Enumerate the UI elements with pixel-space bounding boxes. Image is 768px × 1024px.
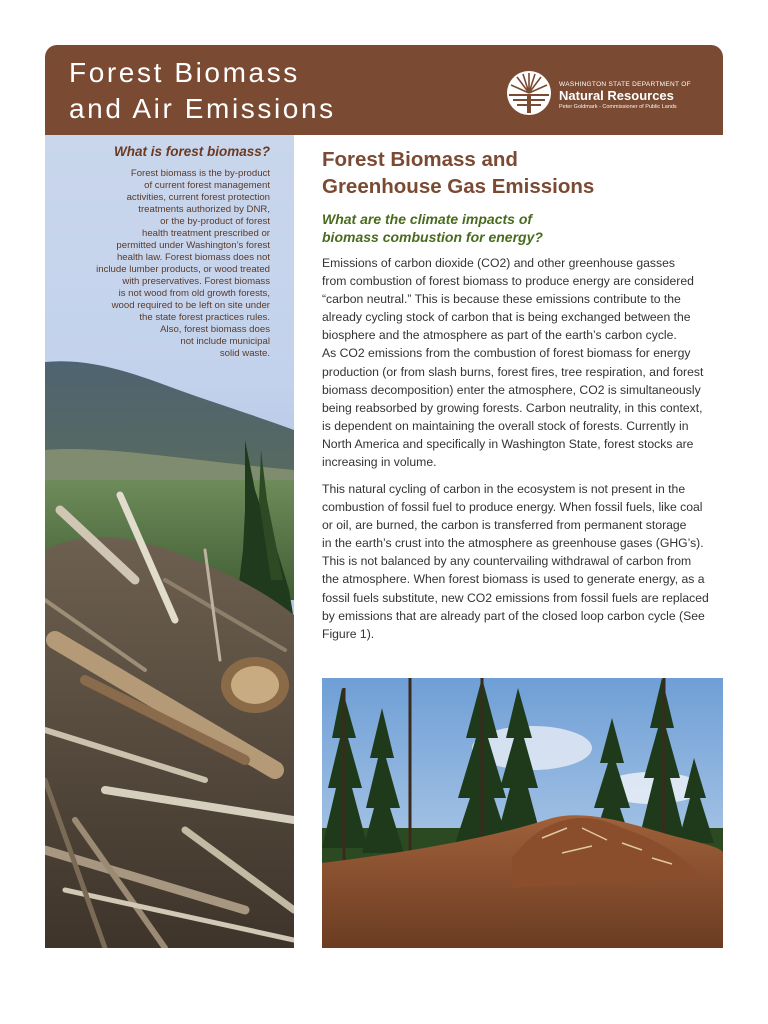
paragraph-line: is dependent on maintaining the overall stock of forests. Currently in — [322, 418, 689, 433]
sidebar-line: Also, forest biomass does — [160, 324, 270, 335]
sidebar-line: is not wood from old growth forests, — [118, 288, 270, 299]
sidebar-line: wood required to be left on site under — [111, 300, 270, 311]
sidebar-line: Forest biomass is the by-product — [130, 168, 270, 179]
paragraph-line: biosphere and the atmosphere as part of the earth’s carbon cycle. — [322, 328, 677, 343]
sidebar-line: or the by-product of forest — [160, 216, 270, 227]
paragraph-line: increasing in volume. — [322, 455, 437, 470]
sidebar-line: health law. Forest biomass does not — [116, 252, 270, 263]
subtitle-line-1: What are the climate impacts of — [322, 211, 533, 227]
slash-pile-mountain-photo — [45, 350, 294, 948]
sidebar-line: not include municipal — [180, 336, 270, 347]
paragraph-2 — [322, 480, 724, 643]
paragraph-line: Figure 1). — [322, 626, 375, 641]
paragraph-line: fossil fuels substitute, new CO2 emissions from fossil fuels are replaced — [322, 590, 709, 605]
document-title-line-1: Forest Biomass — [69, 57, 300, 88]
paragraph-line: being reabsorbed by growing forests. Carbon neutrality, in this context, — [322, 400, 703, 415]
sidebar — [45, 135, 294, 948]
section-subtitle — [322, 210, 722, 246]
sidebar-line: health treatment prescribed or — [142, 228, 270, 239]
paragraph-line: in the earth’s crust into the atmosphere as greenhouse gases (GHG’s). — [322, 536, 704, 551]
sidebar-line: with preservatives. Forest biomass — [122, 276, 270, 287]
document-title-line-2: and Air Emissions — [69, 93, 336, 124]
paragraph-line: As CO2 emissions from the combustion of forest biomass for energy — [322, 346, 691, 361]
dnr-logo-text — [559, 81, 691, 111]
paragraph-line: combustion of fossil fuel to produce energy. When fossil fuels, like coal — [322, 500, 703, 515]
subtitle-line-2: biomass combustion for energy? — [322, 229, 543, 245]
paragraph-line: the atmosphere. When forest biomass is used to generate energy, as a — [322, 572, 705, 587]
header-banner — [45, 45, 723, 135]
dnr-logo — [505, 69, 715, 117]
sidebar-line: the state forest practices rules. — [139, 312, 270, 323]
sidebar-line: solid waste. — [219, 348, 270, 359]
paragraph-1 — [322, 254, 724, 471]
sidebar-line: of current forest management — [144, 180, 270, 191]
paragraph-line: already cycling stock of carbon that is being exchanged between the — [322, 310, 691, 325]
paragraph-line: This is not balanced by any countervailing withdrawal of carbon from — [322, 554, 692, 569]
sidebar-line: include lumber products, or wood treated — [96, 264, 270, 275]
sidebar-title: What is forest biomass? — [113, 144, 270, 159]
sidebar-body — [55, 168, 270, 360]
document-title — [69, 55, 336, 127]
sidebar-line: activities, current forest protection — [126, 192, 270, 203]
sidebar-line: permitted under Washington’s forest — [116, 240, 270, 251]
paragraph-line: from combustion of forest biomass to produce energy are considered — [322, 274, 694, 289]
paragraph-line: or oil, are burned, the carbon is transferred from permanent storage — [322, 518, 687, 533]
paragraph-line: “carbon neutral.” This is because these emissions contribute to the — [322, 292, 681, 307]
paragraph-line: by emissions that are already part of the closed loop carbon cycle (See — [322, 608, 705, 623]
logo-name-line: Natural Resources — [559, 88, 674, 103]
paragraph-line: biomass decomposition) enter the atmosphere, CO2 is simultaneously — [322, 382, 701, 397]
sidebar-line: treatments authorized by DNR, — [138, 204, 270, 215]
logo-department-line: WASHINGTON STATE DEPARTMENT OF — [559, 81, 691, 88]
paragraph-line: North America and specifically in Washington State, forest stocks are — [322, 436, 694, 451]
logo-commissioner-line: Peter Goldmark - Commissioner of Public Lands — [559, 104, 677, 110]
paragraph-line: production (or from slash burns, forest fires, tree respiration, and forest — [322, 364, 704, 379]
main-title-line-2: Greenhouse Gas Emissions — [322, 175, 595, 198]
sun-tree-icon — [505, 69, 553, 117]
paragraph-line: Emissions of carbon dioxide (CO2) and other greenhouse gasses — [322, 256, 675, 270]
main-title-line-1: Forest Biomass and — [322, 148, 518, 171]
forest-biomass-pile-photo — [322, 678, 723, 948]
paragraph-line: This natural cycling of carbon in the ecosystem is not present in the — [322, 482, 686, 496]
main-title — [322, 146, 722, 200]
